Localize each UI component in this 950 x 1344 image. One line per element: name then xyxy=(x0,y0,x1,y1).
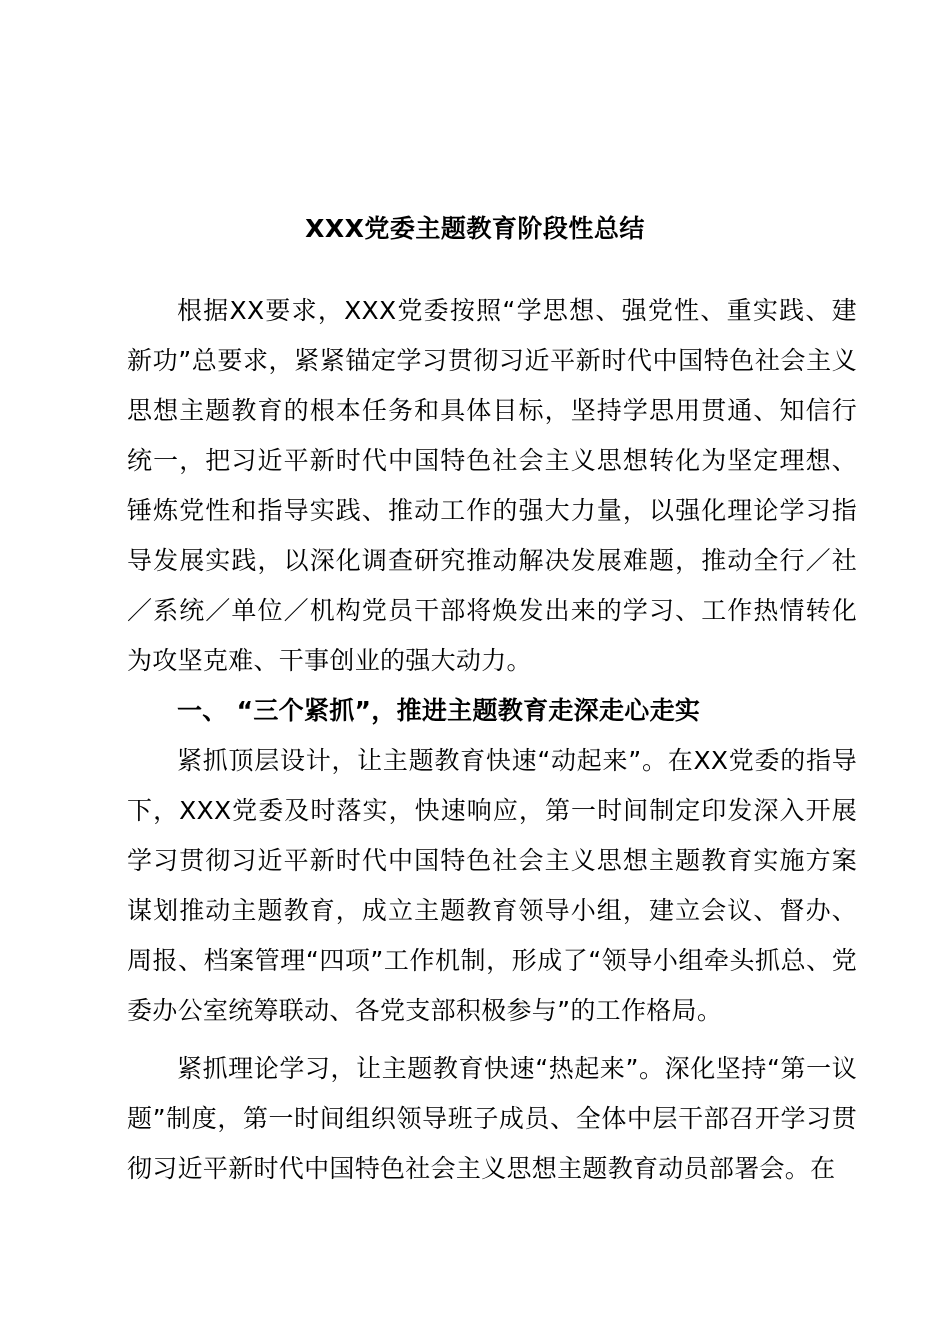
document-body xyxy=(127,286,857,1194)
intro-paragraph: 根据XX要求，XXX党委按照“学思想、强党性、重实践、建新功”总要求，紧紧锚定学习贯彻习近平新时代中国特色社会主义思想主题教育的根本任务和具体目标，坚持学思用贯通、知信行统一，把习近平新时代中国特色社会主义思想转化为坚定理想、锤炼党性和指导实践、推动工作的强大力量，以强化理论学习指导发展实践，以深化调查研究推动解决发展难题，推动全行／社／系统／单位／机构党员干部将焕发出来的学习、工作热情转化为攻坚克难、干事创业的强大动力。 xyxy=(127,296,857,675)
section-heading: 一、 “三个紧抓”，推进主题教育走深走心走实 xyxy=(177,696,701,725)
body-paragraph: 紧抓顶层设计，让主题教育快速“动起来”。在XX党委的指导下，XXX党委及时落实，快速响应，第一时间制定印发深入开展学习贯彻习近平新时代中国特色社会主义思想主题教育实施方案谋划推动主题教育，成立主题教育领导小组，建立会议、督办、周报、档案管理“四项”工作机制，形成了“领导小组牵头抓总、党委办公室统筹联动、各党支部积极参与”的工作格局。 xyxy=(127,746,857,1025)
document-title: XXX党委主题教育阶段性总结 xyxy=(305,214,645,243)
body-paragraph: 紧抓理论学习，让主题教育快速“热起来”。深化坚持“第一议题”制度，第一时间组织领导班子成员、全体中层干部召开学习贯彻习近平新时代中国特色社会主义思想主题教育动员部署会。在 xyxy=(127,1054,857,1183)
